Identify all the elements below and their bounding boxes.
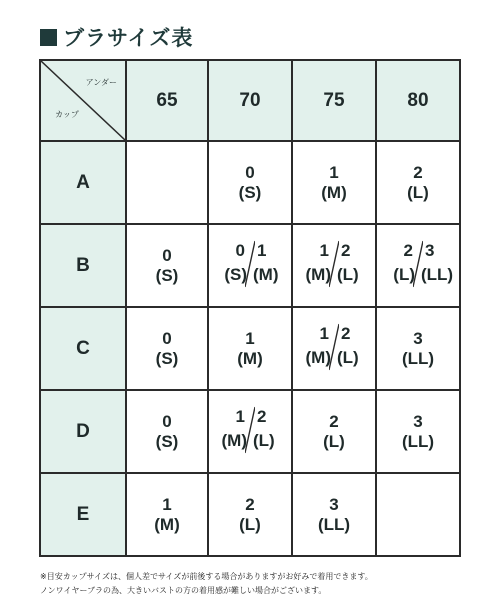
- size-value: [323, 412, 345, 452]
- split-left: [293, 322, 329, 372]
- size-label: (LL): [401, 348, 435, 368]
- size-number: 2: [329, 411, 339, 431]
- size-number: 1: [162, 494, 172, 514]
- size-cell: [208, 473, 292, 556]
- size-cell: [126, 307, 208, 390]
- size-label: (M): [253, 265, 279, 284]
- size-cell: [292, 390, 376, 473]
- size-number: 1: [319, 241, 329, 260]
- column-header-75: 75: [292, 60, 376, 141]
- size-label: (S): [155, 431, 179, 451]
- size-value: [156, 246, 179, 286]
- table-row: [40, 224, 460, 307]
- size-label: (M): [221, 431, 247, 450]
- size-number: 0: [162, 411, 172, 431]
- notes: [40, 570, 373, 598]
- size-value: [318, 495, 350, 535]
- split-right: [423, 239, 459, 289]
- size-number: 2: [341, 324, 351, 343]
- size-number: 1: [257, 241, 267, 260]
- size-label: (S): [155, 265, 179, 285]
- size-label: (L): [337, 348, 359, 367]
- size-value: [402, 329, 434, 369]
- table-row: [40, 141, 460, 224]
- size-cell: [208, 224, 292, 307]
- size-cell: [376, 307, 460, 390]
- size-number: 1: [235, 407, 245, 426]
- size-number: 2: [245, 494, 255, 514]
- size-label: (LL): [401, 431, 435, 451]
- split-size-value: [377, 237, 459, 291]
- size-value: [239, 163, 262, 203]
- size-cell: [126, 473, 208, 556]
- size-number: 2: [413, 162, 423, 182]
- split-right: [339, 322, 375, 372]
- size-label: (S): [238, 182, 262, 202]
- split-right: [255, 239, 291, 289]
- size-number: 3: [425, 241, 435, 260]
- row-header-cup: B: [40, 224, 126, 307]
- corner-cell: [40, 60, 126, 141]
- row-header-cup: D: [40, 390, 126, 473]
- size-label: (S): [224, 265, 247, 284]
- page-title: [40, 24, 193, 50]
- size-label: (M): [237, 348, 263, 368]
- size-value: [156, 329, 179, 369]
- diagonal-divider: [41, 61, 125, 140]
- empty-cell: [126, 141, 208, 224]
- column-header-80: 80: [376, 60, 460, 141]
- row-header-cup: A: [40, 141, 126, 224]
- split-size-value: [209, 403, 291, 457]
- size-number: 1: [245, 328, 255, 348]
- table-row: [40, 473, 460, 556]
- split-size-value: [293, 237, 375, 291]
- size-cell: [208, 390, 292, 473]
- size-number: 0: [245, 162, 255, 182]
- size-label: (M): [321, 182, 347, 202]
- note-line: ノンワイヤーブラの為、大きいバストの方の着用感が難しい場合がございます。: [40, 586, 327, 595]
- size-number: 3: [329, 494, 339, 514]
- size-label: (L): [407, 182, 429, 202]
- split-left: [209, 405, 245, 455]
- size-cell: [292, 473, 376, 556]
- table-row: [40, 307, 460, 390]
- size-table: [39, 59, 461, 557]
- size-number: 0: [235, 241, 245, 260]
- size-label: (L): [323, 431, 345, 451]
- size-cell: [208, 141, 292, 224]
- size-value: [239, 495, 261, 535]
- empty-cell: [376, 473, 460, 556]
- size-value: [407, 163, 429, 203]
- size-number: 3: [413, 411, 423, 431]
- size-label: (L): [393, 265, 415, 284]
- size-number: 0: [162, 328, 172, 348]
- split-right: [339, 239, 375, 289]
- note-line: ※目安カップサイズは、個人差でサイズが前後する場合がありますがお好みで着用できます。: [40, 572, 373, 581]
- size-number: 2: [403, 241, 413, 260]
- size-cell: [126, 390, 208, 473]
- size-cell: [292, 224, 376, 307]
- size-cell: [208, 307, 292, 390]
- size-label: (LL): [421, 265, 454, 284]
- size-value: [154, 495, 179, 535]
- size-number: 3: [413, 328, 423, 348]
- split-size-value: [293, 320, 375, 374]
- size-label: (L): [253, 431, 275, 450]
- size-cell: [376, 390, 460, 473]
- size-value: [237, 329, 262, 369]
- column-header-70: 70: [208, 60, 292, 141]
- size-label: (M): [305, 348, 331, 367]
- size-value: [156, 412, 179, 452]
- size-cell: [292, 141, 376, 224]
- corner-label-cup: カップ: [55, 110, 79, 119]
- size-number: 2: [257, 407, 267, 426]
- title-square-icon: [40, 29, 57, 46]
- size-value: [402, 412, 434, 452]
- split-left: [209, 239, 245, 289]
- size-number: 1: [319, 324, 329, 343]
- size-label: (LL): [317, 514, 351, 534]
- size-number: 2: [341, 241, 351, 260]
- size-label: (L): [239, 514, 261, 534]
- size-cell: [376, 224, 460, 307]
- size-cell: [376, 141, 460, 224]
- size-label: (L): [337, 265, 359, 284]
- column-header-65: 65: [126, 60, 208, 141]
- size-number: 1: [329, 162, 339, 182]
- split-left: [293, 239, 329, 289]
- size-cell: [292, 307, 376, 390]
- size-number: 0: [162, 245, 172, 265]
- size-label: (S): [155, 348, 179, 368]
- header-row: [40, 60, 460, 141]
- row-header-cup: E: [40, 473, 126, 556]
- title-text: ブラサイズ表: [63, 26, 194, 50]
- split-right: [255, 405, 291, 455]
- size-cell: [126, 224, 208, 307]
- split-left: [377, 239, 413, 289]
- split-size-value: [209, 237, 291, 291]
- corner-label-under: アンダー: [85, 78, 117, 87]
- size-label: (M): [305, 265, 331, 284]
- table-row: [40, 390, 460, 473]
- row-header-cup: C: [40, 307, 126, 390]
- size-value: [321, 163, 346, 203]
- size-label: (M): [154, 514, 180, 534]
